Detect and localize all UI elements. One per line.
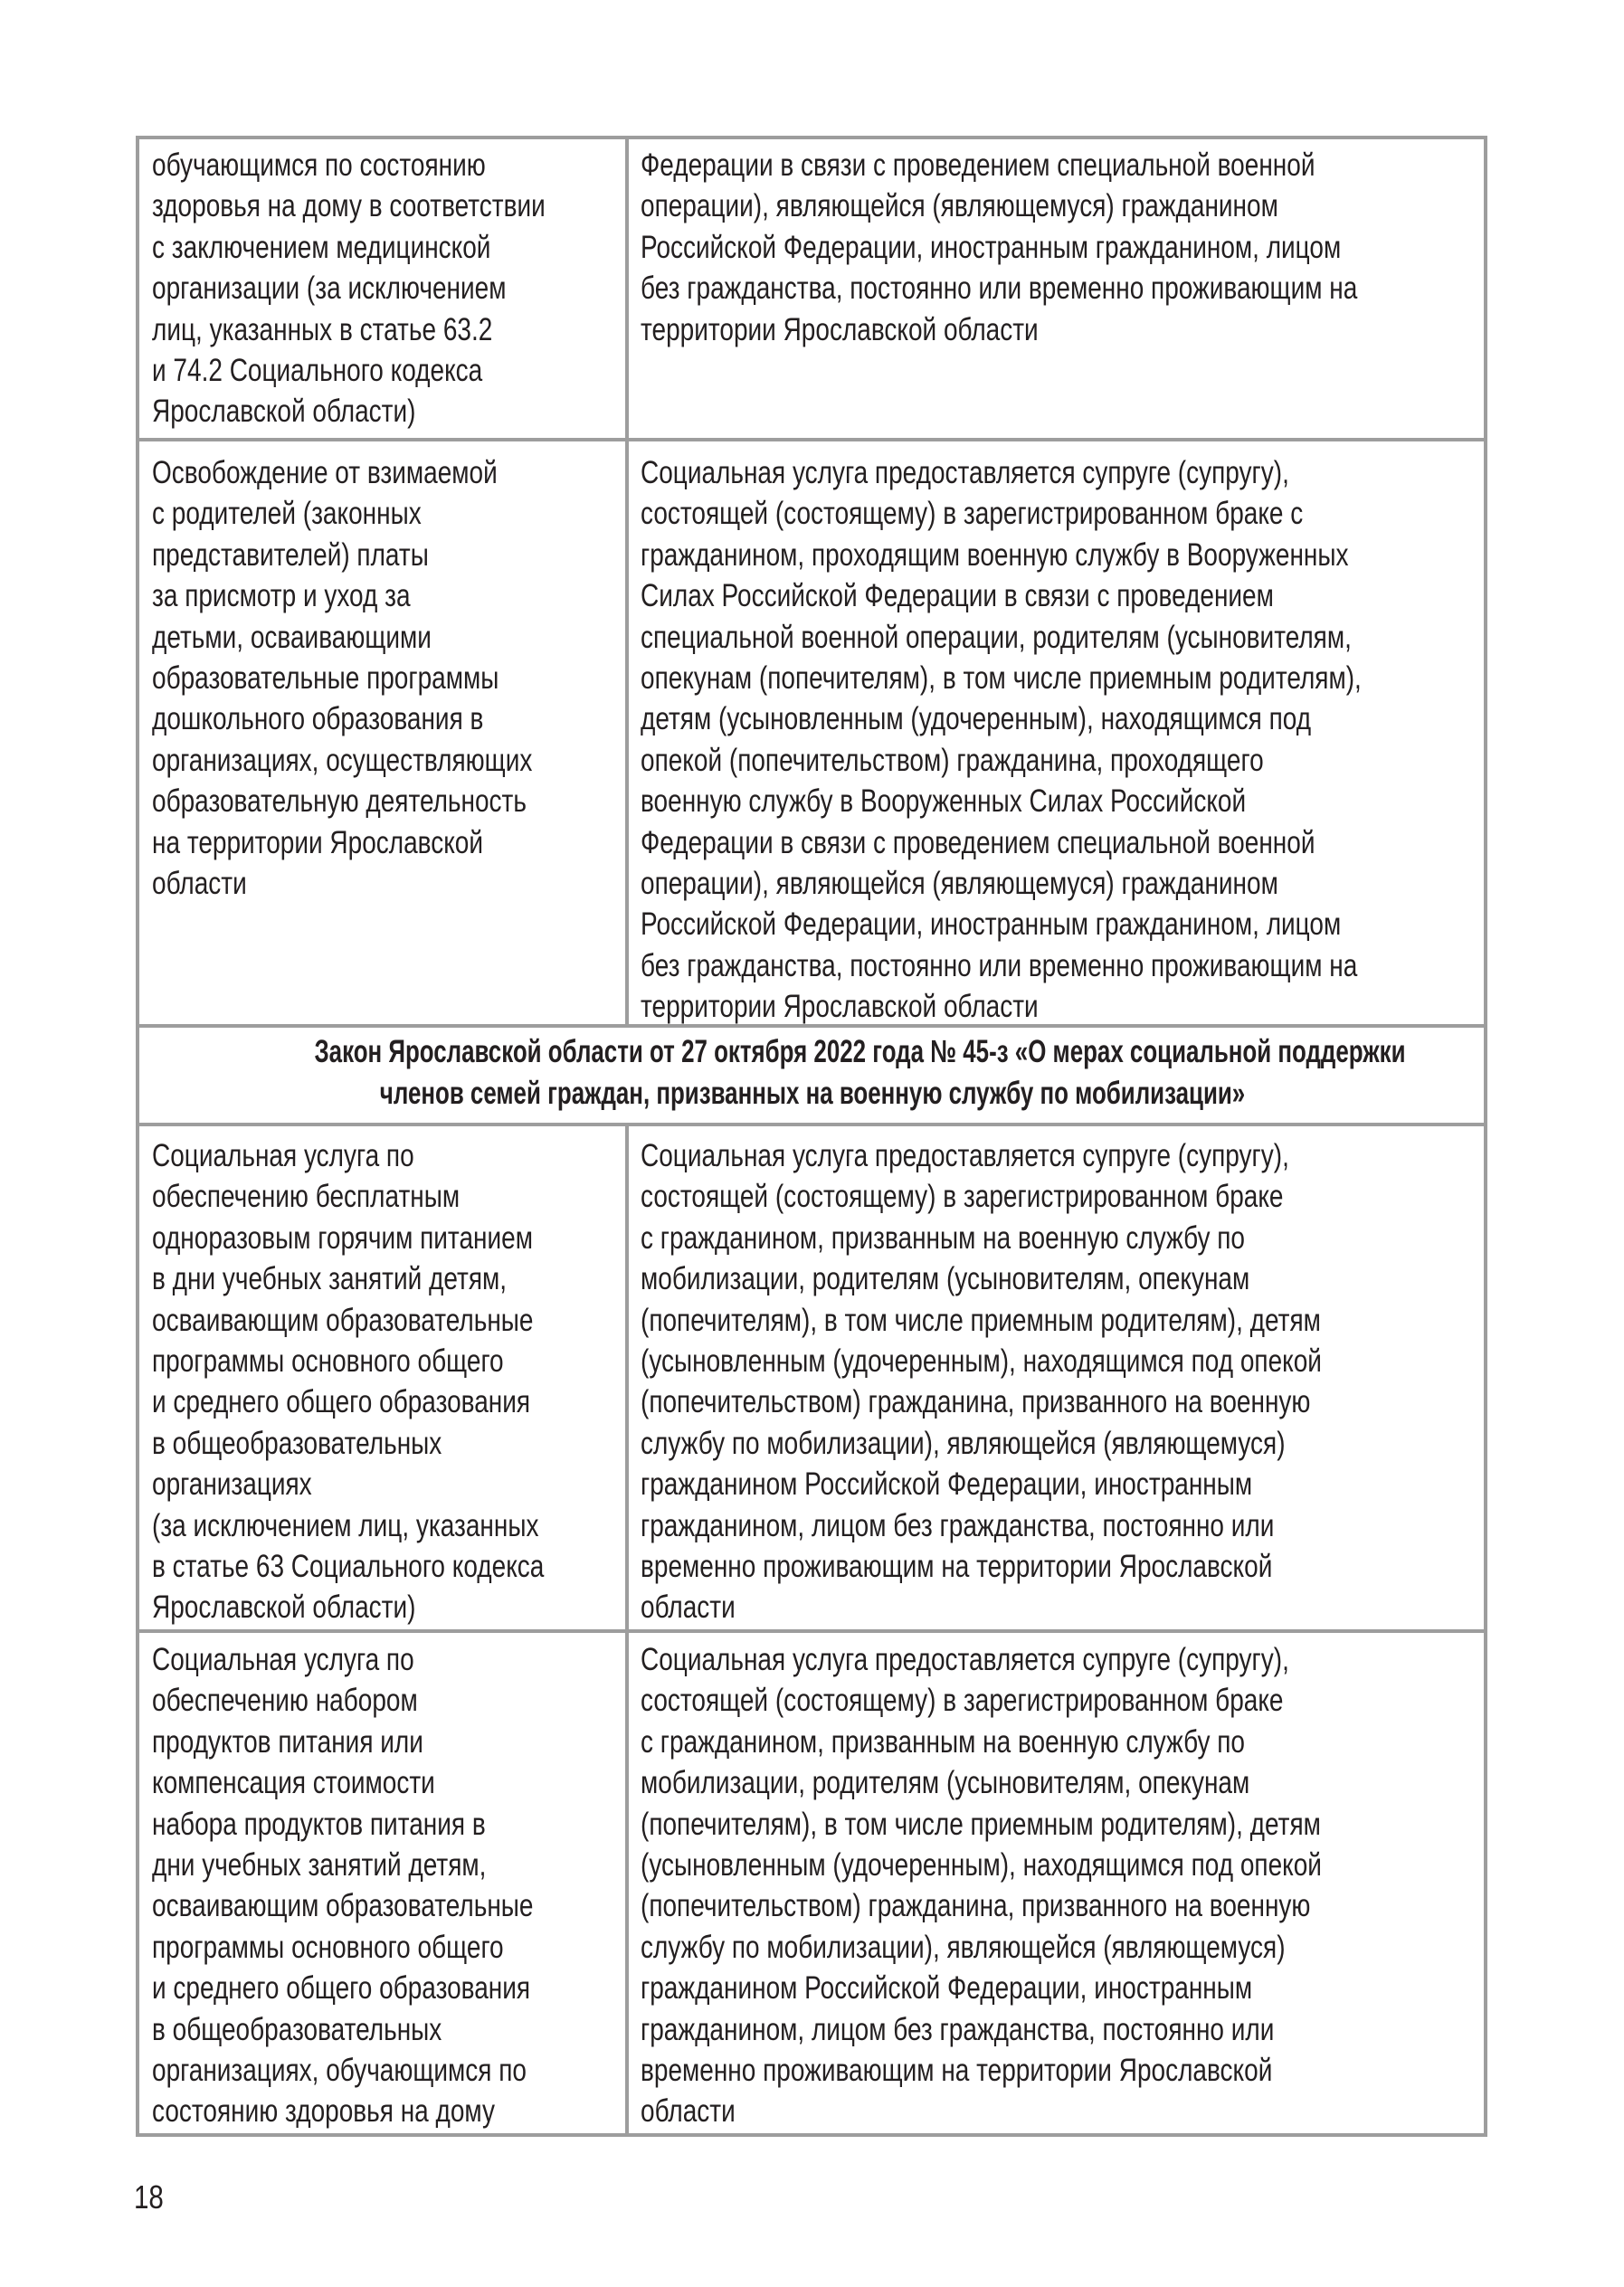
cell-text-line: Освобождение от взимаемой <box>152 455 498 490</box>
table-row-3-service <box>152 1135 642 1628</box>
table-border-top <box>136 136 1487 139</box>
law-section-header-line: Закон Ярославской области от 27 октября 2022 года № 45-з «О мерах социальной поддержки <box>314 1034 1406 1069</box>
cell-text-line: образовательные программы <box>152 660 499 696</box>
cell-text-line: с родителей (законных <box>152 496 422 532</box>
law-section-header-line: членов семей граждан, призванных на военную службу по мобилизации» <box>379 1076 1246 1111</box>
cell-text-line: организациях <box>152 1466 312 1503</box>
row-divider <box>136 1123 1487 1126</box>
cell-text-line: опекунам (попечителям), в том числе приемным родителям), <box>641 660 1362 696</box>
table-row-2-service <box>152 452 627 904</box>
table-border-left <box>136 136 139 2137</box>
table-border-bottom <box>136 2133 1487 2137</box>
cell-text-line: (попечительством) гражданина, призванного на военную <box>641 1888 1311 1924</box>
cell-text-line: гражданином, лицом без гражданства, постоянно или <box>641 2011 1275 2047</box>
row-divider <box>136 438 1487 441</box>
table-row-4-service <box>152 1639 629 2132</box>
cell-text-line: (за исключением лиц, указанных <box>152 1507 539 1543</box>
cell-text-line: в общеобразовательных <box>152 2011 442 2047</box>
cell-text-line: в общеобразовательных <box>152 1425 442 1461</box>
cell-text-line: специальной военной операции, родителям (усыновителям, <box>641 619 1352 655</box>
cell-text-line: службу по мобилизации), являющейся (являющемуся) <box>641 1425 1286 1461</box>
cell-text-line: продуктов питания или <box>152 1723 423 1760</box>
cell-text-line: без гражданства, постоянно или временно проживающим на <box>641 947 1358 983</box>
cell-text-line: программы основного общего <box>152 1929 504 1965</box>
cell-text-line: опекой (попечительством) гражданина, проходящего <box>641 742 1264 778</box>
cell-text-line: (усыновленным (удочеренным), находящимся под опекой <box>641 1846 1322 1883</box>
cell-text-line: детям (усыновленным (удочеренным), находящимся под <box>641 701 1312 737</box>
cell-text-line: образовательную деятельность <box>152 783 527 820</box>
law-section-header <box>139 1031 1486 1115</box>
cell-text-line: с гражданином, призванным на военную службу по <box>641 1219 1246 1256</box>
table-row-4-recipients <box>641 1639 1492 2132</box>
table-row-1-service <box>152 145 643 432</box>
cell-text-line: Федерации в связи с проведением специальной военной <box>641 824 1315 860</box>
cell-text-line: и среднего общего образования <box>152 1970 531 2007</box>
table-row-3-recipients <box>641 1135 1492 1628</box>
cell-text-line: (попечительством) гражданина, призванного на военную <box>641 1384 1311 1420</box>
cell-text-line: обеспечению бесплатным <box>152 1179 461 1215</box>
cell-text-line: операции), являющейся (являющемуся) гражданином <box>641 865 1278 901</box>
table-row-2-recipients <box>641 452 1542 1027</box>
cell-text-line: Социальная услуга предоставляется супруге (супругу), <box>641 1642 1289 1677</box>
cell-text-line: компенсация стоимости <box>152 1765 435 1801</box>
cell-text-line: Социальная услуга предоставляется супруге (супругу), <box>641 1138 1289 1173</box>
cell-text-line: Социальная услуга предоставляется супруге (супругу), <box>641 455 1289 490</box>
cell-text-line: области <box>641 1590 736 1626</box>
cell-text-line: гражданином, проходящим военную службу в Вооруженных <box>641 536 1349 573</box>
cell-text-line: операции), являющейся (являющемуся) гражданином <box>641 188 1278 224</box>
cell-text-line: Ярославской области) <box>152 1590 416 1626</box>
cell-text-line: Социальная услуга по <box>152 1642 414 1677</box>
cell-text-line: территории Ярославской области <box>641 989 1039 1025</box>
cell-text-line: с заключением медицинской <box>152 229 491 265</box>
cell-text-line: без гражданства, постоянно или временно проживающим на <box>641 270 1358 307</box>
cell-text-line: Силах Российской Федерации в связи с проведением <box>641 578 1274 614</box>
cell-text-line: области <box>152 865 247 901</box>
cell-text-line: Российской Федерации, иностранным гражданином, лицом <box>641 906 1342 943</box>
table-row-1-recipients <box>641 145 1536 350</box>
cell-text-line: обеспечению набором <box>152 1683 418 1719</box>
cell-text-line: представителей) платы <box>152 536 429 573</box>
row-divider <box>136 1629 1487 1633</box>
cell-text-line: организациях, осуществляющих <box>152 742 533 778</box>
cell-text-line: осваивающим образовательные <box>152 1888 534 1924</box>
cell-text-line: дошкольного образования в <box>152 701 484 737</box>
cell-text-line: гражданином, лицом без гражданства, постоянно или <box>641 1507 1275 1543</box>
cell-text-line: состоящей (состоящему) в зарегистрированном браке <box>641 1683 1284 1719</box>
cell-text-line: области <box>641 2093 736 2130</box>
cell-text-line: и 74.2 Социального кодекса <box>152 352 483 388</box>
cell-text-line: детьми, осваивающими <box>152 619 432 655</box>
cell-text-line: в статье 63 Социального кодекса <box>152 1548 545 1584</box>
cell-text-line: временно проживающим на территории Ярославской <box>641 2052 1273 2088</box>
cell-text-line: организации (за исключением <box>152 270 507 307</box>
cell-text-line: здоровья на дому в соответствии <box>152 188 546 224</box>
cell-text-line: (усыновленным (удочеренным), находящимся под опекой <box>641 1343 1322 1379</box>
cell-text-line: осваивающим образовательные <box>152 1302 534 1338</box>
cell-text-line: состоящей (состоящему) в зарегистрированном браке <box>641 1179 1284 1215</box>
cell-text-line: лиц, указанных в статье 63.2 <box>152 311 493 347</box>
cell-text-line: (попечителям), в том числе приемным родителям), детям <box>641 1806 1321 1842</box>
cell-text-line: мобилизации, родителям (усыновителям, опекунам <box>641 1765 1250 1801</box>
cell-text-line: состоянию здоровья на дому <box>152 2093 495 2130</box>
cell-text-line: одноразовым горячим питанием <box>152 1219 533 1256</box>
cell-text-line: военную службу в Вооруженных Силах Российской <box>641 783 1247 820</box>
cell-text-line: в дни учебных занятий детям, <box>152 1261 508 1297</box>
cell-text-line: дни учебных занятий детям, <box>152 1846 487 1883</box>
cell-text-line: мобилизации, родителям (усыновителям, опекунам <box>641 1261 1250 1297</box>
page-number: 18 <box>134 2178 164 2216</box>
cell-text-line: программы основного общего <box>152 1343 504 1379</box>
cell-text-line: Федерации в связи с проведением специальной военной <box>641 147 1315 183</box>
cell-text-line: Ярославской области) <box>152 394 416 430</box>
cell-text-line: за присмотр и уход за <box>152 578 411 614</box>
cell-text-line: временно проживающим на территории Ярославской <box>641 1548 1273 1584</box>
cell-text-line: на территории Ярославской <box>152 824 484 860</box>
cell-text-line: с гражданином, призванным на военную службу по <box>641 1723 1246 1760</box>
cell-text-line: гражданином Российской Федерации, иностранным <box>641 1970 1253 2007</box>
cell-text-line: Российской Федерации, иностранным гражданином, лицом <box>641 229 1342 265</box>
cell-text-line: организациях, обучающимся по <box>152 2052 527 2088</box>
cell-text-line: службу по мобилизации), являющейся (являющемуся) <box>641 1929 1286 1965</box>
cell-text-line: гражданином Российской Федерации, иностранным <box>641 1466 1253 1503</box>
cell-text-line: состоящей (состоящему) в зарегистрированном браке с <box>641 496 1304 532</box>
cell-text-line: набора продуктов питания в <box>152 1806 486 1842</box>
cell-text-line: территории Ярославской области <box>641 311 1039 347</box>
cell-text-line: и среднего общего образования <box>152 1384 531 1420</box>
cell-text-line: обучающимся по состоянию <box>152 147 486 183</box>
cell-text-line: (попечителям), в том числе приемным родителям), детям <box>641 1302 1321 1338</box>
cell-text-line: Социальная услуга по <box>152 1138 414 1173</box>
